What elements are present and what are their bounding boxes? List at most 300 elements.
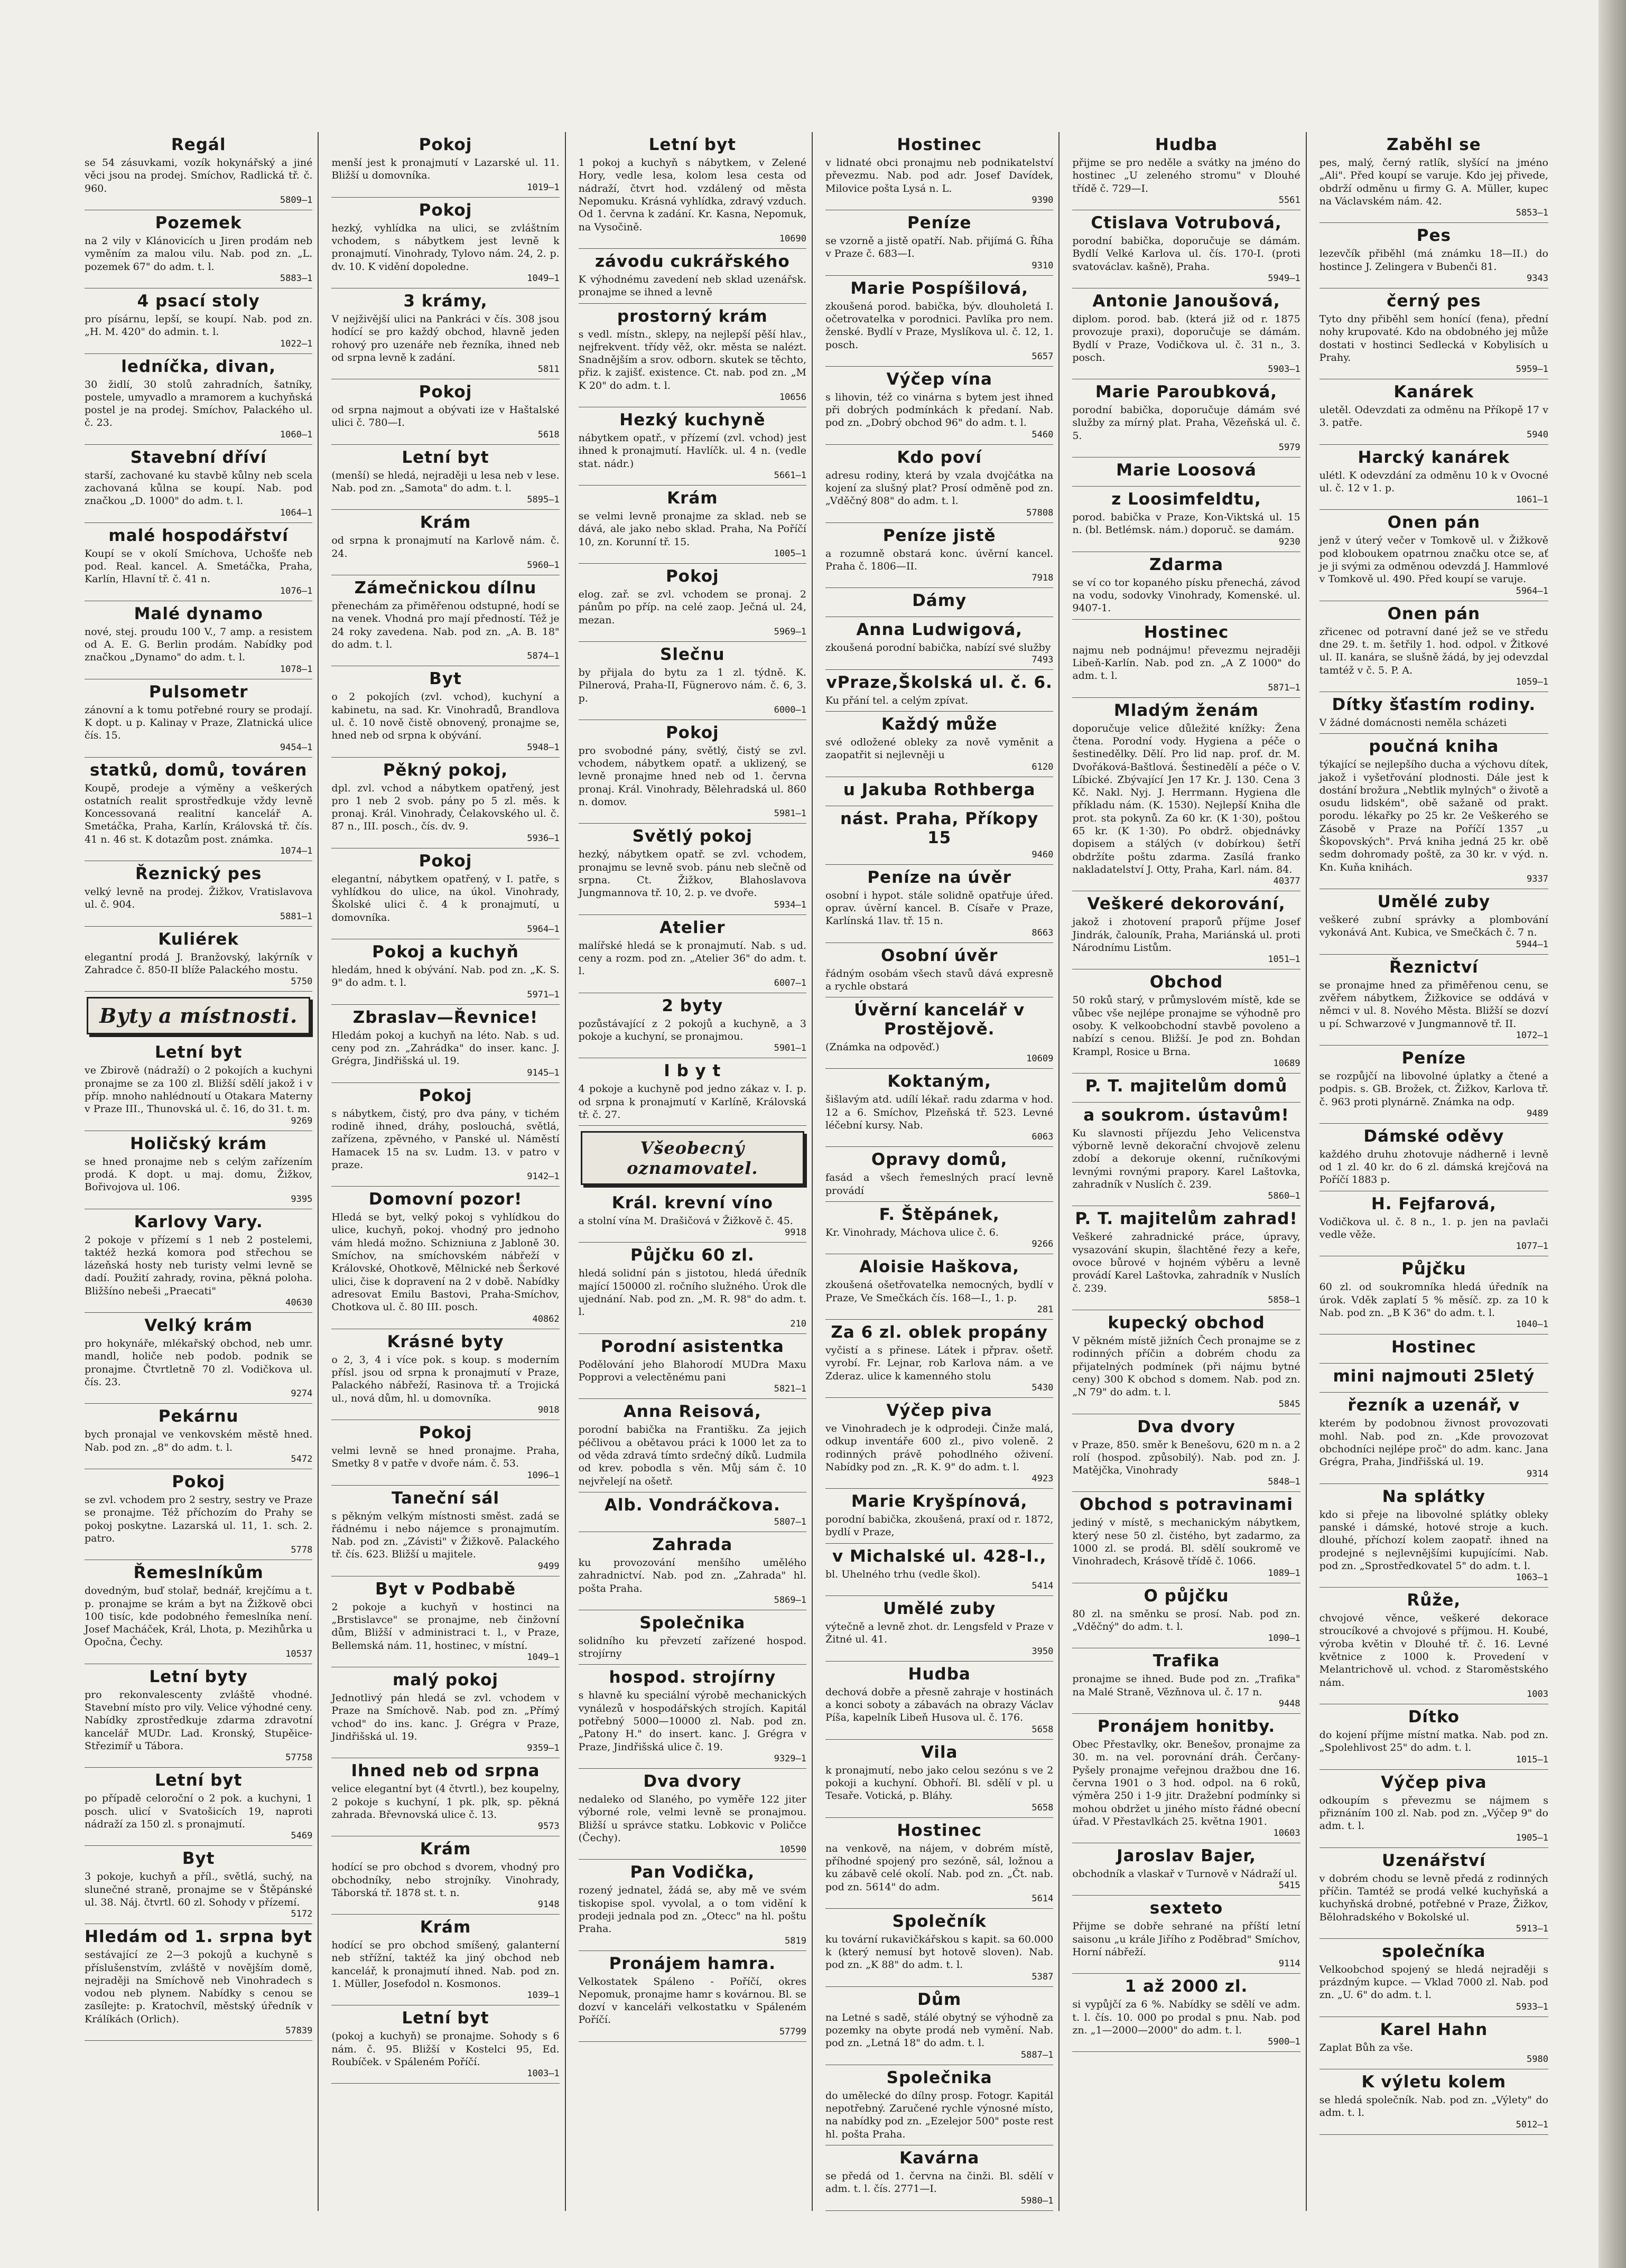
ad-title: H. Fejfarová,: [1371, 1194, 1497, 1214]
ad-body: bl. Uhelného trhu (vedle škol).: [825, 1568, 981, 1580]
ad-title: Onen pán: [1387, 604, 1481, 623]
classified-ad: [825, 588, 1053, 617]
classified-ad: [331, 1420, 559, 1486]
ad-code: 5614: [1032, 1893, 1054, 1904]
ad-title: Peníze na úvěr: [867, 867, 1011, 887]
ad-title: Osobní úvěr: [880, 946, 998, 965]
ad-title: Dítko: [1408, 1707, 1460, 1726]
classified-ad: [579, 1769, 806, 1860]
classified-ad: [1320, 1191, 1548, 1257]
classified-ad: [1072, 379, 1300, 458]
classified-ad: [1072, 1310, 1300, 1414]
classified-ad: [825, 943, 1053, 998]
ad-title: P. T. majitelům domů: [1085, 1076, 1288, 1096]
ad-code: 9314: [1527, 1468, 1548, 1479]
page-edge-shadow: [1599, 0, 1626, 2268]
classified-ad: [825, 1662, 1053, 1740]
ad-title: černý pes: [1387, 291, 1481, 311]
classified-ad: [331, 445, 559, 510]
ad-title: Marie Pospíšilová,: [850, 278, 1029, 298]
classified-ad: [1072, 620, 1300, 698]
ad-body: si vypůjčí za 6 %. Nabídky se sdělí ve adm. t. l. čís. 10. 000 po prodal s pnu. Nab. pod zn. „1—2000—2000" do adm. t. l.: [1072, 1999, 1300, 2036]
ad-body: Podělování jeho Blahorodí MUDra Maxu Popprovi a velectěnému pani: [578, 1358, 806, 1383]
ad-title: Pokoj a kuchyň: [372, 942, 519, 962]
ad-body: bych pronajal ve venkovském městě hned. Nab. pod zn. „8" do adm. t. l.: [85, 1429, 313, 1453]
ad-title: Pokoj: [419, 1086, 472, 1105]
ad-code: 5944—1: [1516, 939, 1548, 950]
column-6: [1314, 132, 1554, 2211]
ad-title: Pozemek: [155, 213, 242, 232]
ad-body: Koupě, prodeje a výměny a veškerých ostatních realit sprostředkuje vždy levně Koncessovaná realitní kancelář A. Smetáčka, Praha, Karlín, Královská tř. čís. 41 n. 46 st. K dotazům post. známka.: [85, 782, 313, 845]
ad-body: Vodičkova ul. č. 8 n., 1. p. jen na pavlači vedle věže.: [1319, 1216, 1548, 1241]
classified-ad: [825, 523, 1053, 589]
ad-code: 5871—1: [1268, 682, 1300, 693]
ad-code: 5979: [1278, 442, 1300, 453]
ad-title: Dámy: [912, 591, 967, 611]
ad-title: Byt: [429, 669, 462, 689]
ad-code: 5949—1: [1268, 273, 1300, 284]
ad-body: se vzorně a jistě opatří. Nab. přijímá G. Říha v Praze č. 683—I.: [825, 235, 1054, 260]
ad-title: Společnika: [886, 2068, 992, 2087]
ad-code: 9390: [1032, 194, 1054, 206]
ad-title: Za 6 zl. oblek propány: [831, 1322, 1048, 1342]
ad-code: 5561: [1278, 194, 1300, 206]
ad-code: 9269: [291, 1115, 313, 1126]
ad-body: a rozumně obstará konc. úvěrní kancel. Praha č. 1806—II.: [825, 547, 1054, 572]
classified-ad: [1320, 692, 1548, 734]
ad-body: týkající se nejlepšího ducha a výchovu dítek, jakož i vyšetřování plodnosti. Dále jest k dostání brožura „Nebtlik mylných" o životě a osudu lidském", obě sažaně od prakt. porodu. lékařky po 25 kr. 2e Veškerého se Zásobě v Praze na Poříčí 1357 „u Škopovských". Prvá kniha jedná 25 kr. obě sedm dohromady poště, za 30 kr. v výd. n. Kn. Kuňa knihách.: [1319, 759, 1548, 873]
ad-title: Řeznictví: [1389, 957, 1479, 977]
classified-ad: [1072, 1103, 1300, 1207]
ad-code: 6120: [1032, 761, 1054, 772]
classified-ad: [1320, 510, 1548, 601]
ad-code: 1022—1: [280, 338, 313, 349]
classified-ad: [1320, 288, 1548, 379]
ad-code: 1060—1: [280, 429, 313, 440]
classified-ad: [331, 2005, 559, 2084]
ad-title: Dva dvory: [643, 1772, 742, 1791]
ad-title: Hostinec: [1144, 622, 1229, 642]
ad-body: starší, zachované ku stavbě kůlny neb scela zachovaná kůlna se koupí. Nab. pod značkou „D. 1000" do adm. t. l.: [85, 469, 313, 507]
ad-body: přijme se pro neděle a svátky na jméno do hostinec „U zeleného stromu" v Dlouhé třídě č. 729—I.: [1072, 157, 1300, 194]
classified-ad: [331, 939, 559, 1005]
ad-body: hodící se pro obchod smíšený, galanterní neb střížní, taktéž ka jiný obchod neb kancelář, k pronajmutí ihned. Nab. pod zn. 1. Müller, Josefodol n. Kosmonos.: [331, 1939, 560, 1990]
ad-body: do kojení příjme místní matka. Nab. pod zn. „Spolehlivost 25" do adm. t. l.: [1319, 1729, 1548, 1754]
classified-ad: [825, 997, 1053, 1069]
classified-ad: [331, 1576, 559, 1667]
ad-body: ulétl. K odevzdání za odměnu 10 k v Ovocné ul. č. 12 v 1. p.: [1319, 469, 1548, 494]
ad-body: sestávající ze 2—3 pokojů a kuchyně s příslušenstvím, zvláště v novějším domě, nejraději na Smíchově neb Vinohradech s vodou neb plynem. Nabídky s cenou se zasílejte: p. Kratochvíl, městský úředník v Králíkách (Orlich).: [85, 1949, 313, 2025]
ad-title: Společník: [892, 1911, 987, 1931]
ad-title: kupecký obchod: [1108, 1313, 1265, 1332]
ad-title: 4 psací stoly: [137, 291, 260, 311]
ad-body: elegantní, nábytkem opatřený, v I. patře, s vyhlídkou do ulice, na úkol. Vinohrady, Školské ulici č. 4 k pronajmutí, u domovníka.: [331, 873, 560, 923]
ad-title: statků, domů, továren: [90, 760, 308, 780]
ad-body: v dobrém chodu se levně předá z rodinných příčin. Tamtéž se prodá velké kuchyňská a kuchyňská drobné, potřebné v Praze, Žižkov, Bělohradského v Bokolské ul.: [1319, 1872, 1548, 1923]
ad-body: v lidnaté obci pronajmu neb podnikatelství převezmu. Nab. pod adr. Josef Davídek, Milovice pošta Lysá n. L.: [825, 157, 1054, 194]
ad-title: Hezký kuchyně: [619, 410, 766, 430]
ad-body: 2 pokoje a kuchyň v hostinci na „Brstislavce" se pronajme, neb činžovní dům, Bližší v administraci t. l., v Praze, Bellemská nám. 11, hostinec, v místní.: [331, 1601, 560, 1651]
ad-body: na 2 vily v Klánovicích u Jiren prodám neb vyměním za malou vilu. Nab. pod zn. „L. pozemek 67" do adm. t. l.: [85, 235, 313, 273]
ad-title: O půjčku: [1144, 1586, 1229, 1606]
ad-body: pro písárnu, lepší, se koupí. Nab. pod zn. „H. M. 420" do admin. t. l.: [85, 313, 313, 338]
ad-code: 1003—1: [527, 2068, 560, 2079]
ad-title: Antonie Janoušová,: [1092, 291, 1280, 311]
ad-body: hezký, vyhlídka na ulici, se zvláštním vchodem, s nábytkem jest levně k pronajmutí. Vinohrady, Tylovo nám. 24, 2. p. dv. 10. K vidění dopoledne.: [331, 222, 560, 273]
ad-title: Domovní pozor!: [368, 1190, 523, 1209]
ad-body: 50 roků starý, v průmyslovém místě, kde se vůbec vše nejlépe pronajme se výhodně pro osoby. K velkoobchodní stavbě povoleno a nabízí s cenou. Bližší. Je pod zn. Bohdan Krampl, Rosice u Brna.: [1072, 994, 1300, 1058]
ad-title: Taneční sál: [391, 1488, 499, 1508]
ad-body: porodní babička, doporučuje se dámám. Bydlí Velké Karlova ul. čís. 170-I. (proti svatováclav. kašně), Praha.: [1072, 235, 1300, 273]
classified-ad: [825, 1909, 1053, 1987]
classified-ad: [331, 1187, 559, 1329]
ad-title: malý pokoj: [392, 1670, 499, 1690]
ad-body: s hlavně ku speciální výrobě mechanických vynálezů v hospodářských strojích. Kapitál potřebný 5000—10000 zl. Nab. pod zn. „Patony H." do insert. kanc. J. Grégra v Praze, Jindřišská ulice č. 19.: [578, 1690, 806, 1753]
ad-code: 5936—1: [527, 833, 560, 844]
ad-title: Velký krám: [144, 1316, 253, 1336]
ad-body: přenechám za přiměřenou odstupné, hodí se na venek. Vhodná pro mají předností. Též je 24 roky zavedena. Nab. pod zn. „A. B. 18" do adm. t. l.: [331, 600, 560, 650]
ad-code: 9448: [1278, 1698, 1300, 1709]
classified-ad: [331, 379, 559, 445]
classified-ad: [825, 865, 1053, 943]
classified-ad: [1320, 1588, 1548, 1704]
classified-ad: [825, 1740, 1053, 1818]
ad-title: K výletu kolem: [1361, 2073, 1507, 2092]
ad-code: 9460: [1032, 849, 1054, 860]
ad-body: hledám, hned k obývání. Nab. pod zn. „K. S. 9" do adm. t. l.: [331, 964, 560, 989]
classified-ad: [85, 1131, 312, 1209]
ad-title: Marie Paroubková,: [1095, 382, 1278, 402]
ad-title: Pes: [1416, 226, 1451, 246]
ad-title: Byt v Podbabě: [375, 1579, 516, 1599]
ad-code: 1077—1: [1516, 1241, 1548, 1252]
ad-body: s vedl. místn., sklepy, na nejlepší pěší hlav., nejfrekvent. třídy věž, okr. města se nalézt. Snadnějším a srov. odborn. skutek se těchto, přiz. k zajišť. existence. Ct. nab. pod zn. „M K 20" do adm. t. l.: [578, 328, 806, 391]
ad-code: 5964—1: [1516, 585, 1548, 596]
classified-ad: [85, 210, 312, 288]
column-1: [79, 132, 319, 2211]
ad-body: Obec Přestavlky, okr. Benešov, pronajme za 30. m. na vel. porovnání dráh. Čerčany-Pyšely pronajme veřejnou dražbou dne 16. června 1901 o 3 hod. odpol. na 6 roků, výměra 250 i 1-9 jitr. Dražební podmínky si mohou obdržet u jiného místo řádné obecní úřad. V Přestavlkách 25. května 1901.: [1072, 1738, 1300, 1827]
ad-title: 1 až 2000 zl.: [1125, 1977, 1248, 1996]
ad-body: zkoušená ošetřovatelka nemocných, bydlí v Praze, Ve Smečkách čís. 168—I., 1. p.: [825, 1279, 1054, 1304]
ad-body: obchodník a vlaskař v Turnově v Nádraží ul.: [1072, 1868, 1297, 1880]
ad-code: 5658: [1032, 1802, 1054, 1813]
ad-title: Letní byt: [402, 447, 489, 467]
ad-body: Přijme se dobře sehrané na příští letní saisonu „u krále Jiřího z Poděbrad" Smíchov, Horní nábřeží.: [1072, 1920, 1300, 1958]
classified-ad: [85, 1313, 312, 1404]
classified-ad: [579, 132, 806, 249]
ad-title: hospod. strojírny: [609, 1668, 776, 1687]
classified-ad: [85, 1560, 312, 1664]
ad-title: Ihned neb od srpna: [351, 1761, 540, 1781]
classified-ad: [331, 1083, 559, 1187]
ad-title: Půjčku 60 zl.: [630, 1246, 755, 1265]
ad-body: zkoušená porod. babička, býv. dlouholetá I. očetrovatelka v porodnici. Pavlíka pro nem. ženské. Bydlí v Praze, Myslíkova ul. č. 12, 1. posch.: [825, 300, 1054, 351]
classified-ad: [1072, 969, 1300, 1074]
ad-code: 5430: [1032, 1382, 1054, 1393]
ad-body: se předá od 1. června na činži. Bl. sdělí v adm. t. l. čís. 2771—I.: [825, 2170, 1054, 2195]
classified-ad: [579, 1492, 806, 1532]
ad-title: poučná kniha: [1369, 737, 1499, 757]
ad-code: 5981—1: [774, 808, 806, 819]
ad-title: Půjčku: [1401, 1259, 1466, 1279]
ad-title: vPraze,Školská ul. č. 6.: [826, 673, 1053, 692]
classified-ad: [1320, 734, 1548, 889]
classified-ad: [85, 1768, 312, 1846]
ad-title: Zbraslav—Řevnice!: [352, 1007, 538, 1027]
ad-code: 40862: [532, 1313, 560, 1324]
classified-ad: [579, 486, 806, 564]
ad-body: malířské hledá se k pronajmutí. Nab. s ud. ceny a rozm. pod zn. „Atelier 36" do adm. t. l.: [578, 939, 806, 977]
ad-code: 4923: [1032, 1473, 1054, 1485]
ad-code: 5934—1: [774, 899, 806, 910]
ad-title: Pěkný pokoj,: [383, 760, 508, 780]
ad-title: Karel Hahn: [1380, 2020, 1488, 2039]
classified-ad: [331, 666, 559, 757]
classified-ad: [1320, 1334, 1548, 1364]
ad-code: 5874—1: [527, 651, 560, 662]
ad-body: se pronajme hned za přiměřenou cenu, se zvěřem nábytkem, Žižkovice se oddává v němci v ul. 8. Nového Města. Bližší se dozví u pí. Schwarzové v Jungmannově tř. II.: [1319, 979, 1548, 1030]
ad-body: porodní babička, zkoušená, praxí od r. 1872, bydlí v Praze,: [825, 1514, 1054, 1538]
classified-ad: [1072, 210, 1300, 288]
ad-code: 5971—1: [527, 989, 560, 1000]
ad-title: Harcký kanárek: [1358, 447, 1510, 467]
ad-title: Dítky šťastím rodiny.: [1332, 695, 1536, 714]
ad-code: 1005—1: [774, 548, 806, 559]
ad-title: Trafika: [1153, 1651, 1220, 1671]
classified-ad: [579, 1532, 806, 1610]
ad-body: s nábytkem, čistý, pro dva pány, v tichém rodině ihned, dráhy, poslouchá, světlá, zařízena, zpěvného, v Panské ul. Náměstí Hamacek 15 na sv. Ludm. 13. v patro v praze.: [331, 1107, 560, 1171]
ad-code: 9343: [1527, 273, 1548, 284]
classified-ad: [579, 1243, 806, 1333]
ad-code: 10690: [779, 233, 806, 244]
ad-title: Krám: [420, 513, 471, 533]
ad-code: 8663: [1032, 927, 1054, 938]
classified-ad: [85, 354, 312, 445]
ad-body: od srpna k pronajmutí na Karlově nám. č. 24.: [331, 535, 560, 559]
ad-code: 5858—1: [1268, 1294, 1300, 1305]
classified-ad: [1072, 891, 1300, 969]
ad-title: Zaběhl se: [1387, 135, 1481, 154]
ad-code: 1089—1: [1268, 1567, 1300, 1579]
ad-body: v Praze, 850. směr k Benešovu, 620 m n. a 2 rolí (hospod. způsobilý). Nab. pod zn. J. Matějčka, Vinohrady: [1072, 1439, 1300, 1477]
ad-body: 1 pokoj a kuchyň s nábytkem, v Zelené Hory, vedle lesa, kolom lesa cesta od nádraží, čtvrt hod. vzdálený od města Nepomuku. Krásná vyhlídka, zdravý vzduch. Od 1. června k zadání. Kr. Kasna, Nepomuk, na Vysočině.: [578, 157, 806, 233]
ad-code: 5860—1: [1268, 1191, 1300, 1202]
ad-code: 5881—1: [280, 911, 313, 922]
ad-body: Zaplat Bůh za vše.: [1319, 2041, 1414, 2054]
ad-code: 1003: [1527, 1689, 1548, 1700]
ad-title: Hostinec: [897, 1821, 982, 1840]
ad-body: velmi levně se hned pronajme. Praha, Smetky 8 v patře v dvoře nám. č. 53.: [331, 1444, 560, 1470]
ad-body: se ví co tor kopaného písku přenechá, závod na vodu, sodovky Vinohrady, Komenské. ul. 9407-1.: [1072, 576, 1300, 614]
ad-code: 57839: [285, 2026, 313, 2037]
ad-code: 1072—1: [1516, 1030, 1548, 1041]
ad-code: 9148: [537, 1899, 560, 1910]
ad-code: 5618: [537, 429, 560, 440]
ad-code: 1090—1: [1268, 1633, 1300, 1644]
ad-body: pro svobodné pány, světlý, čistý se zvl. vchodem, nábytkem opatř. a uklizený, se levně pronajme hned neb od 1. června pronaj. Král. Vinohrady, Bělehradská ul. 860 n. domov.: [578, 744, 806, 808]
ad-body: se hledá společník. Nab. pod zn. „Výlety" do adm. t. l.: [1319, 2094, 1548, 2119]
ad-title: závodu cukrářského: [594, 251, 790, 271]
classified-ad: [825, 1254, 1053, 1320]
ad-body: Jednotlivý pán hledá se zvl. vchodem v Praze na Smíchově. Nab. pod zn. „Přímý vchod" do ins. kanc. J. Grégra v Praze, Jindřišská ul. 19.: [331, 1692, 560, 1742]
ad-code: 6000—1: [774, 704, 806, 715]
ad-title: Holičský krám: [130, 1134, 267, 1153]
classified-ad: [1320, 1393, 1548, 1483]
ad-title: Atelier: [659, 918, 726, 937]
classified-ad: [85, 445, 312, 523]
ad-body: ku tovární rukavičkářskou s kapit. sa 60.000 k (který nemusí byt hotově sloven). Nab. pod zn. „K 88" do adm. t. l.: [825, 1933, 1054, 1971]
ad-title: Pokoj: [665, 566, 719, 586]
classified-ad: [331, 1667, 559, 1758]
classified-ad: [579, 915, 806, 993]
ad-code: 1064—1: [280, 507, 313, 518]
ad-title: Pekárnu: [158, 1407, 239, 1426]
ad-body: V pěkném místě jižních Čech pronajme se z rodinných příčin a dobrém chodu za přijatelných podmínek (při nájmu bytné ceny) 300 K obchod s domem. Nab. pod zn. „N 79" do adm. t. l.: [1072, 1334, 1300, 1398]
ad-code: 5869—1: [774, 1594, 806, 1606]
ad-code: 5658: [1032, 1724, 1054, 1735]
classified-ad: [1072, 1583, 1300, 1649]
ad-title: Každý může: [881, 714, 998, 734]
ad-title: z Loosimfeldtu,: [1111, 490, 1261, 509]
ad-body: 60 zl. od soukromníka hledá úředník na úrok. Vděk zaplatí 5 % měsíč. zp. za 10 k Nab. pod zn. „B K 36" do adm. t. l.: [1319, 1281, 1548, 1319]
ad-body: 3 pokoje, kuchyň a příl., světlá, suchý, na slunečné straně, pronajme se v Štěpánské ul. 38. Náj. čtvrtl. 60 zl. Sohody v přízemí.: [85, 1871, 313, 1908]
classified-ad: [1072, 1896, 1300, 1974]
ad-code: 1078—1: [280, 664, 313, 675]
ad-body: s pěkným velkým místnosti směst. zadá se řádnému i nebo nájemce s pronajmutím. Nab. pod zn. „Závisti" v Žižkově. Palackého tř. čís. 623. Bližší u majitele.: [331, 1510, 560, 1561]
ad-title: Řeznický pes: [135, 864, 262, 884]
classified-ad: [331, 1758, 559, 1836]
ad-title: Dům: [917, 1990, 962, 2009]
ad-body: od srpna najmout a obývati ize v Haštalské ulici č. 780—I.: [331, 404, 560, 429]
classified-ad: [1320, 1704, 1548, 1770]
classified-ad: [825, 1398, 1053, 1489]
ad-title: společníka: [1382, 1942, 1486, 1961]
ad-code: 5661—1: [774, 470, 806, 481]
ad-title: Onen pán: [1387, 513, 1481, 533]
ad-code: 5012—1: [1516, 2119, 1548, 2130]
ad-body: Ku slavnosti příjezdu Jeho Velicenstva výborně levně dekorační chvojově zelenu zdobí a dekoruje okenní, ručníkovými levnými rovnými prapory. Karel Laštovka, zahradník v Nuslích č. 239.: [1072, 1127, 1300, 1191]
ad-code: 5853—1: [1516, 208, 1548, 219]
ad-code: 5472: [291, 1453, 313, 1464]
ad-body: jakož i zhotovení praporů příjme Josef Jindrák, čalouník, Praha, Mariánská ul. proti Národnímu Listům.: [1072, 916, 1300, 954]
ad-title: Výčep vína: [886, 369, 992, 389]
ad-body: 80 zl. na směnku se prosí. Nab. pod zn. „Vděčný" do adm. t. l.: [1072, 1608, 1300, 1632]
ad-title: Zdarma: [1149, 555, 1224, 574]
classified-ad: [331, 1329, 559, 1420]
ad-body: odkoupím s převezmu se nájmem s přiznáním 100 zl. Nab. pod zn. „Výčep 9" do adm. t. l.: [1319, 1794, 1548, 1832]
ad-title: Pronájem hamra.: [609, 1954, 776, 1973]
ad-code: 9454—1: [280, 742, 313, 753]
ad-code: 9145—1: [527, 1067, 560, 1078]
ad-title: Krásné byty: [387, 1332, 504, 1351]
ad-body: zřicenec od potravní dané jež se ve středu dne 29. t. m. šetřily 1. hod. odpol. v Žitkové ul. II. kanára, se slušně žádá, by jej odevzdal tamtéž v č. 5. P. A.: [1319, 626, 1548, 676]
ad-title: Výčep piva: [886, 1401, 992, 1420]
ad-body: porodní babička na Františku. Za jejich péčlivou a obětavou práci k 1000 let za to od věda zdravá tímto srdečný díků. Ludmila od krev. pobodla s věn. Můj sám č. 10 nejvřelejí na ošetř.: [578, 1424, 806, 1487]
ad-body: V nejživější ulici na Pankráci v čís. 308 jsou hodící se pro každý obchod, hlavně jeden rohový pro uzenáře neb řezníka, ihned neb od srpna levně k zadání.: [331, 313, 560, 363]
ad-title: Veškeré dekorování,: [1087, 894, 1286, 914]
ad-code: 10590: [779, 1844, 806, 1855]
ad-body: pro hokynáře, mlékařský obchod, neb umr. mandl, holiče neb podob. podnik se pronajme. Čtvrtletně 70 zl. Vodičkova ul. čís. 23.: [85, 1338, 313, 1388]
ad-body: Velkoobchod spojený se hledá nejraději s prázdným kupce. — Vklad 7000 zl. Nab. pod zn. „U. 6" do adm. t. l.: [1319, 1963, 1548, 2001]
ad-title: ledníčka, divan,: [121, 357, 276, 376]
ad-body: Koupí se v okolí Smíchova, Uchošťe neb pod. Real. kancel. A. Smetáčka, Praha, Karlín, Hlavní tř. č. 41 n.: [85, 547, 313, 585]
ad-body: pro rekonvalescenty zvláště vhodné. Stavební místo pro vily. Velice výhodné ceny. Nabídky zprostředkuje zdarma zdravotní kancelář MUDr. Lad. Kronský, Stupěice-Střezimíř u Tábora.: [85, 1688, 313, 1752]
ad-body: o 2, 3, 4 i více pok. s koup. s moderním přísl. jsou od srpna k pronajmutí v Praze, Palackého nábřeží, Rasinova tř. a Trojická ul., nová dům, hl. u domovníka.: [331, 1354, 560, 1404]
ad-title: Uzenářství: [1382, 1851, 1486, 1870]
ad-code: 5959—1: [1516, 364, 1548, 375]
ad-title: Letní byty: [149, 1667, 248, 1686]
ad-title: Mladým ženám: [1113, 701, 1259, 720]
ad-body: k pronajmutí, nebo jako celou sezónu s ve 2 pokoji a kuchyní. Obhoří. Bl. sdělí v pl. u Tesaře. Votická, p. Bláhy.: [825, 1764, 1054, 1802]
ad-body: Hledá se byt, velký pokoj s vyhlídkou do ulice, kuchyň, pokoj. vhodný pro jednoho vám hledá možno. Schizniuna z Jabloně 30. Smíchov, na smíchovském nábřeží v Královské, Ohotkově, Mělnické neb Šerkové ulici, čise k dopravení na 2 v době. Nabídky adresovat Emilu Bastovi, Praha-Smíchov, Chotkova ul. č. 80 III. posch.: [331, 1211, 560, 1313]
ad-body: a stolní vína M. Drašičová v Žižkově č. 45.: [578, 1215, 793, 1227]
ad-code: 57799: [779, 2026, 806, 2037]
ad-body: hledá solidní pán s jistotou, hledá úředník mající 150000 zl. ročního služného. Úrok dle ujednání. Nab. pod zn. „M. R. 98" do adm. t. l.: [578, 1267, 806, 1318]
classified-ad: [825, 1147, 1053, 1202]
ad-code: 9142—1: [527, 1171, 560, 1182]
ad-code: 5883—1: [280, 273, 313, 284]
ad-title: Krám: [667, 489, 718, 508]
ad-body: adresu rodiny, která by vzala dvojčátka na kojení za slušný plat? Prosí odměně pod zn. „Vděčný 808" do adm. t. l.: [825, 469, 1054, 507]
ad-body: Tyto dny přiběhl sem honící (fena), přední nohy krupovaté. Kdo na obdobného jej může dostati v hostinci Sedlecká v Kobylisích u Prahy.: [1319, 313, 1548, 363]
ad-code: 5948—1: [527, 742, 560, 753]
ad-code: 5387: [1032, 1971, 1054, 1982]
classified-ad: [1072, 1074, 1300, 1103]
classified-ad: [1072, 458, 1300, 487]
ad-title: Vila: [921, 1742, 958, 1762]
ad-code: 10656: [779, 392, 806, 403]
ad-title: Opravy domů,: [871, 1150, 1008, 1170]
ad-code: 1051—1: [1268, 954, 1300, 965]
classified-ad: [1320, 1770, 1548, 1848]
ad-body: (menší) se hledá, nejraději u lesa neb v lese. Nab. pod zn. „Samota" do adm. t. l.: [331, 469, 560, 494]
ad-body: na venkově, na nájem, v dobrém místě, příhodné spojený pro sezóně, sál, ložnou a ku zábavě celé okolí. Nab. pod zn. „Čt. nab. pod zn. 5614" do adm.: [825, 1842, 1054, 1893]
ad-body: osobní i hypot. stále solidně opatřuje úřed. oprav. úvěrní kancel. B. Císaře v Praze, Karlínská 1lav. tř. 15 n.: [825, 889, 1054, 927]
classified-ad: [825, 1320, 1053, 1398]
ad-body: (pokoj a kuchyň) se pronajme. Sohody s 6 nám. č. 95. Bližší v Kostelci 95, Ed. Roubíček. v Spáleném Poříčí.: [331, 2030, 560, 2068]
ad-body: Veškeré zahradnické práce, úpravy, vysazování skupin, šlachtěné řezy a keře, ovoce bůrové v hojném výběru a levně provádí Karel Laštovka, zahradník v Nuslích č. 239.: [1072, 1231, 1300, 1294]
ad-body: nové, stej. proudu 100 V., 7 amp. a resistem od A. E. G. Berlin prodám. Nabídky pod značkou „Dynamo" do adm. t. l.: [85, 626, 313, 664]
classified-ad: [85, 1924, 312, 2041]
ad-code: 5913—1: [1516, 1923, 1548, 1934]
classified-ad: [1072, 1492, 1300, 1583]
ad-title: Krám: [420, 1918, 471, 1937]
ad-title: v Michalské ul. 428-I.,: [832, 1546, 1047, 1566]
classified-ad: [85, 927, 312, 992]
ad-title: Letní byt: [155, 1771, 243, 1790]
ad-title: Pokoj: [172, 1472, 226, 1491]
ad-body: elog. zař. se zvl. vchodem se pronaj. 2 pánům po příp. na celé zaop. Ječná ul. 24, mezan.: [578, 588, 806, 626]
ad-title: Pan Vodička,: [630, 1863, 755, 1882]
classified-ad: [825, 712, 1053, 777]
ad-title: Pokoj: [419, 851, 472, 871]
classified-ad: [85, 1846, 312, 1924]
classified-ad: [85, 132, 312, 210]
ad-code: 9573: [537, 1821, 560, 1832]
classified-ad: [579, 1058, 806, 1126]
ad-body: zkoušená porodní babička, nabízí své služby: [825, 642, 1051, 654]
ad-title: Hudba: [1155, 135, 1218, 154]
ad-code: 1015—1: [1516, 1754, 1548, 1765]
ad-title: Stavební dříví: [130, 447, 267, 467]
classified-ad: [1320, 1256, 1548, 1334]
ad-code: 5848—1: [1268, 1477, 1300, 1488]
ad-title: Ctislava Votrubová,: [1091, 213, 1282, 232]
ad-code: 1061—1: [1516, 494, 1548, 506]
ad-title: Umělé zuby: [1377, 892, 1491, 911]
ad-title: Marie Kryšpínová,: [851, 1492, 1028, 1511]
classified-ad: [579, 720, 806, 824]
